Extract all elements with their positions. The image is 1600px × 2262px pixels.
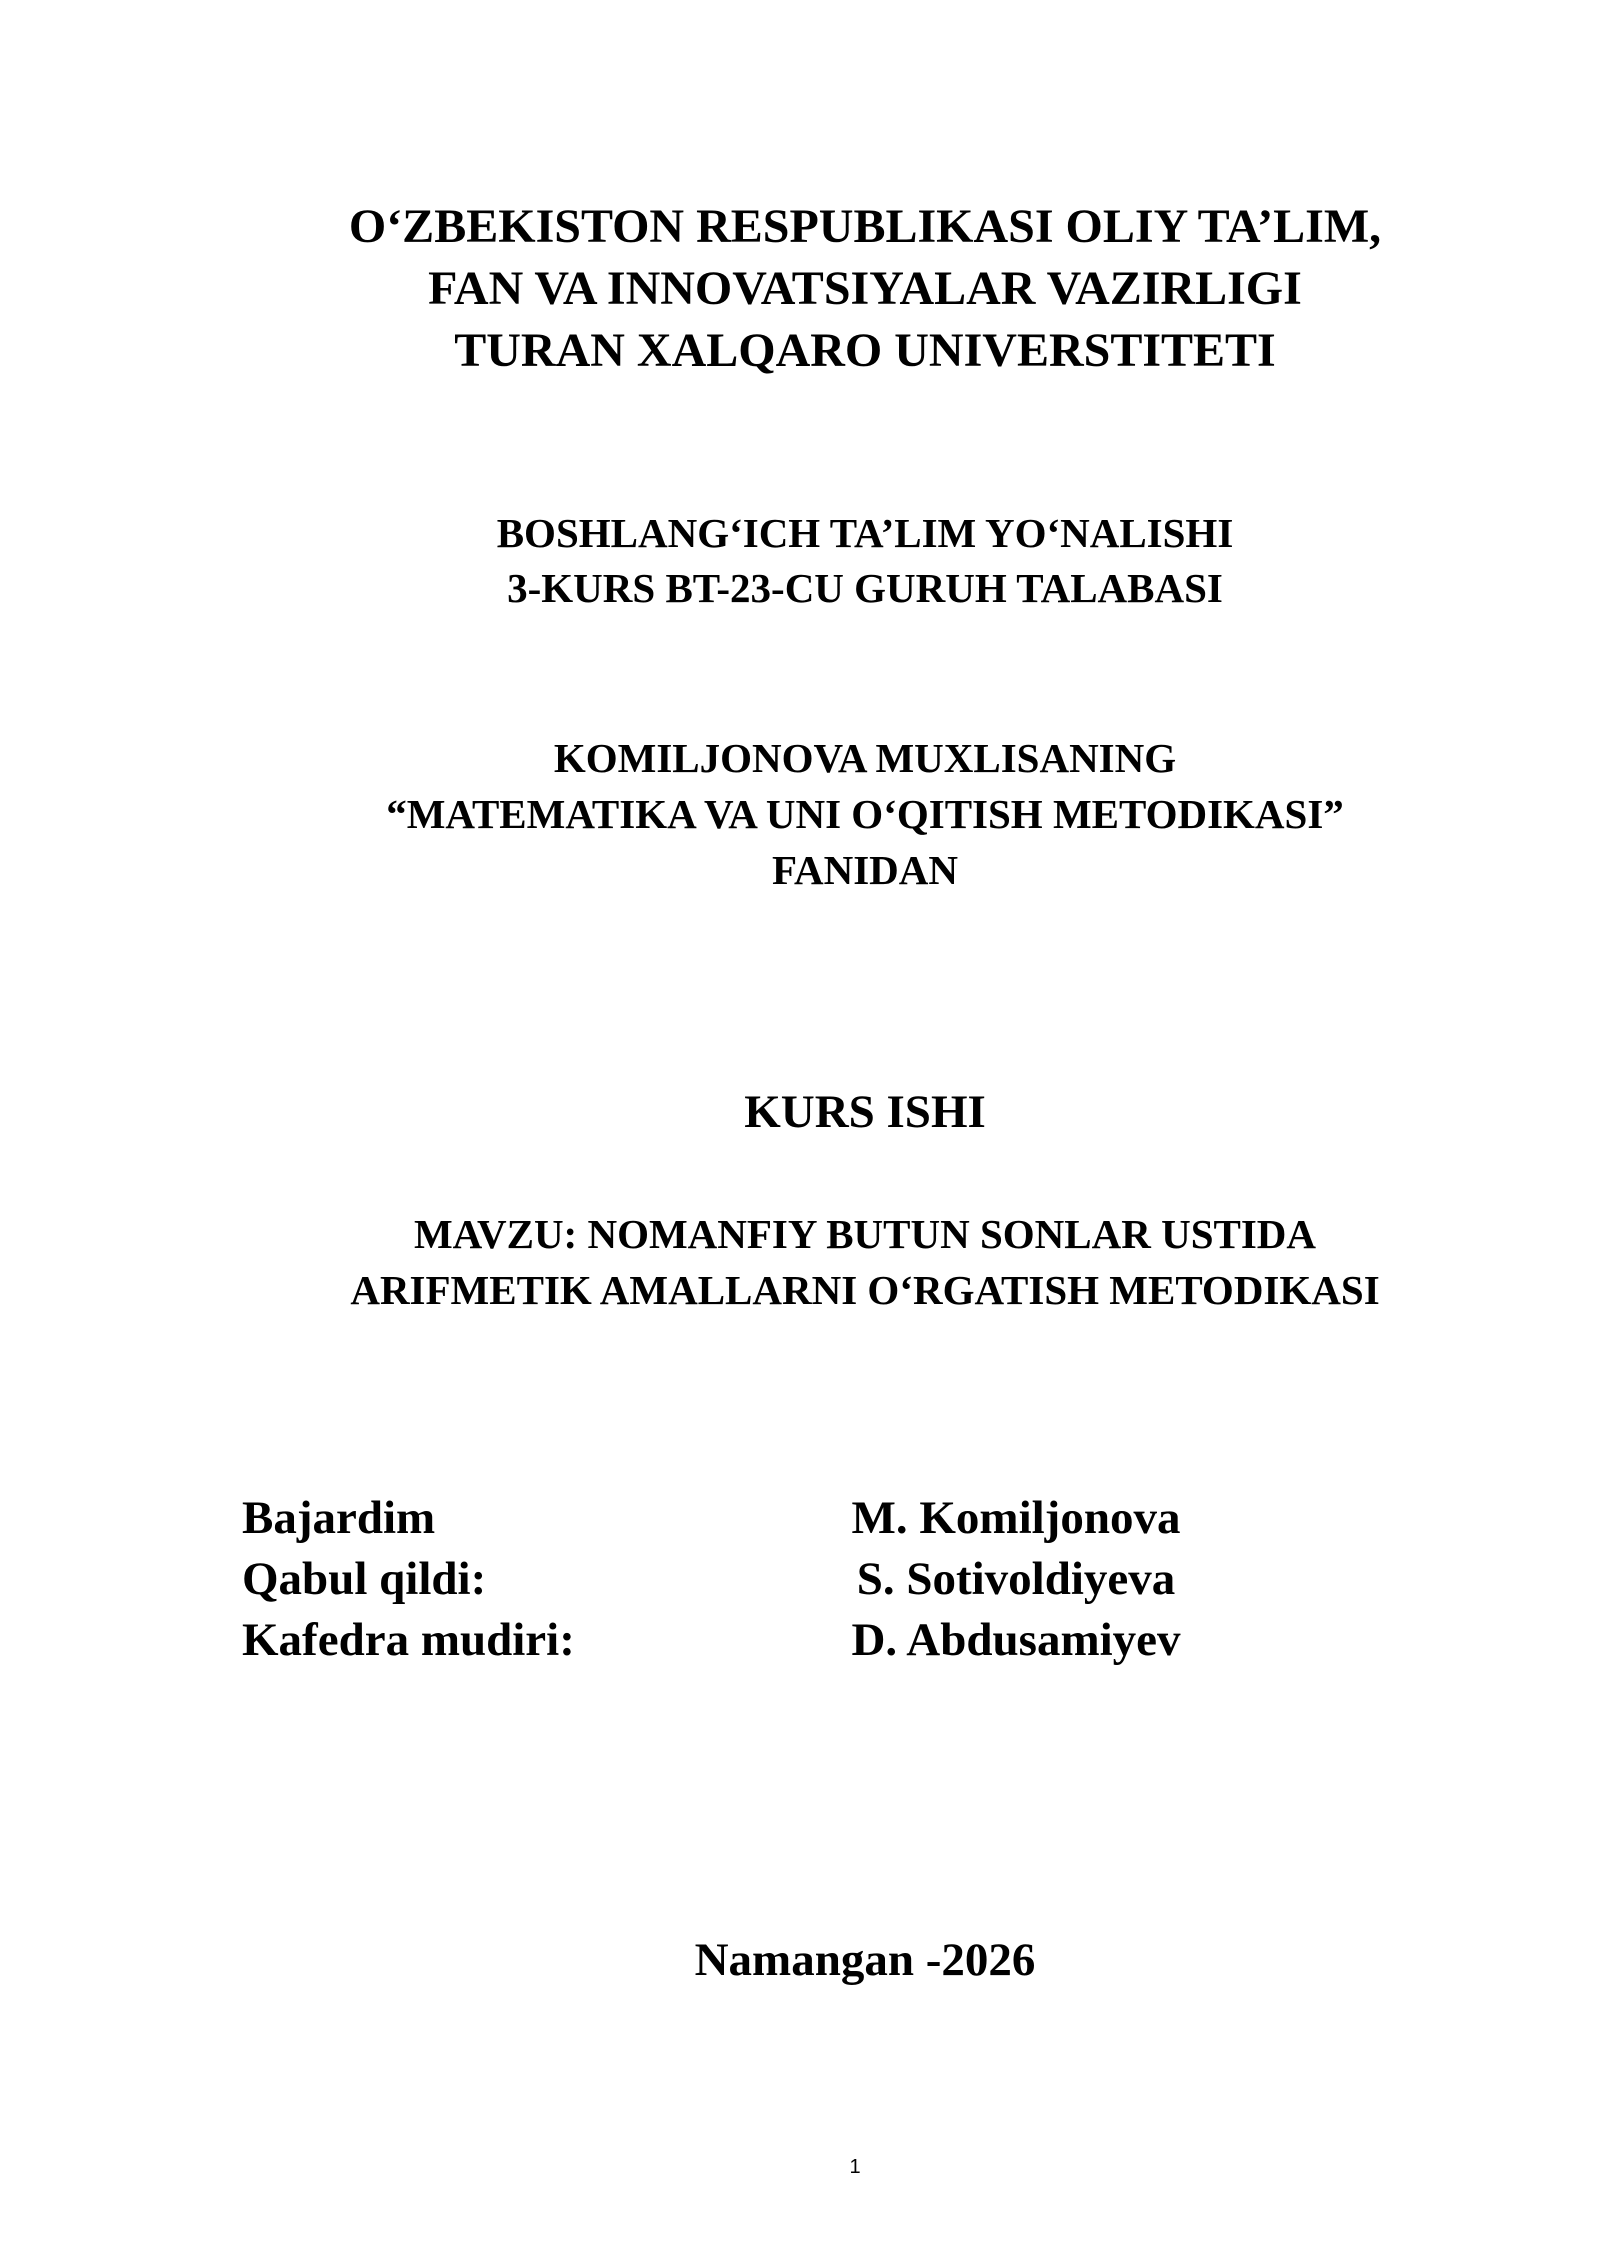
topic-block	[0, 1206, 1600, 1318]
signature-table	[242, 1488, 1362, 1671]
ministry-line: O‘ZBEKISTON RESPUBLIKASI OLIY TA’LIM,	[348, 200, 1382, 253]
city-year-text: Namangan -2026	[694, 1934, 1036, 1986]
signature-name: D. Abdusamiyev	[851, 1614, 1181, 1666]
page-number: 1	[849, 2156, 861, 2178]
ministry-line: FAN VA INNOVATSIYALAR VAZIRLIGI	[428, 262, 1302, 315]
signature-name: S. Sotivoldiyeva	[856, 1553, 1176, 1605]
signature-role: Qabul qildi:	[242, 1553, 487, 1605]
direction-block	[0, 506, 1600, 616]
university-name: TURAN XALQARO UNIVERSTITETI	[454, 324, 1276, 377]
signature-row	[242, 1488, 1362, 1549]
topic-line: ARIFMETIK AMALLARNI O‘RGATISH METODIKASI	[350, 1267, 1380, 1313]
direction-line: BOSHLANG‘ICH TA’LIM YO‘NALISHI	[496, 510, 1234, 556]
signature-name: M. Komiljonova	[851, 1492, 1181, 1544]
subject-suffix: FANIDAN	[771, 847, 958, 893]
student-name: KOMILJONOVA MUXLISANING	[553, 735, 1177, 781]
document-type: KURS ISHI	[744, 1086, 986, 1138]
signature-role: Bajardim	[242, 1492, 436, 1544]
city-year	[0, 1930, 1600, 1990]
ministry-header	[0, 196, 1600, 382]
signature-role: Kafedra mudiri:	[242, 1614, 575, 1666]
topic-line: MAVZU: NOMANFIY BUTUN SONLAR USTIDA	[413, 1211, 1317, 1257]
document-type-title	[0, 1082, 1600, 1142]
signature-row	[242, 1610, 1362, 1671]
subject-name: “MATEMATIKA VA UNI O‘QITISH METODIKASI”	[386, 791, 1344, 837]
signature-row	[242, 1549, 1362, 1610]
student-block	[0, 730, 1600, 898]
group-line: 3-KURS BT-23-CU GURUH TALABASI	[507, 565, 1223, 611]
